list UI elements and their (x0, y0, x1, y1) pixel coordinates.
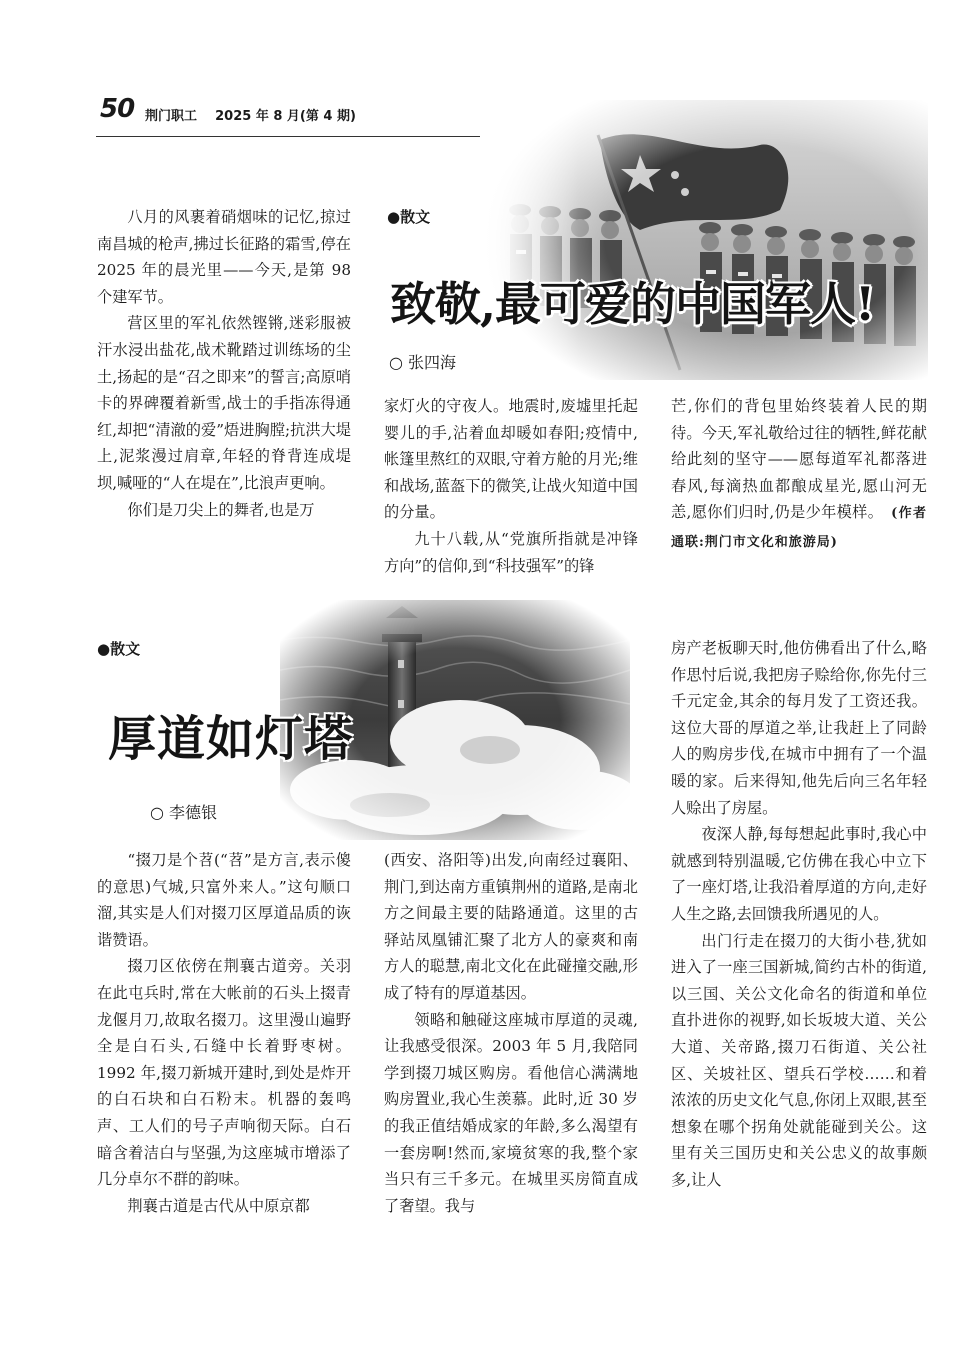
page-number: 50 (100, 94, 135, 124)
article-title: 厚道如灯塔 (108, 711, 354, 767)
article2-column-1 (97, 847, 351, 1219)
paragraph: 八月的风裹着硝烟味的记忆,掠过南昌城的枪声,拂过长征路的霜雪,停在 2025 年的晨光里——今天,是第 98 个建军节。 (97, 208, 351, 306)
paragraph: 九十八载,从“党旗所指就是冲锋方向”的信仰,到“科技强军”的锋 (384, 529, 638, 575)
paragraph (671, 393, 927, 557)
paragraph-text: 芒,你们的背包里始终装着人民的期待。今天,军礼敬给过往的牺牲,鲜花献给此刻的坚守——愿每道军礼都落进春风,每滴热血都酿成星光,愿山河无恙,愿你们归时,仍是少年模样。 (671, 397, 927, 522)
publication-info (145, 105, 356, 124)
paragraph: 营区里的军礼依然铿锵,迷彩服被汗水浸出盐花,战术靴踏过训练场的尘土,扬起的是“召之即来”的誓言;高原哨卡的界碑覆着新雪,战士的手指冻得通红,却把“清澈的爱”焐进胸膛;抗洪大堤上,泥浆漫过肩章,年轻的脊背连成堤坝,喊哑的“人在堤在”,比浪声更响。 (97, 314, 351, 492)
author-credit: (作者通联:荆门市文化和旅游局) (671, 506, 927, 550)
paragraph: 你们是刀尖上的舞者,也是万 (127, 500, 315, 519)
article1-column-2 (384, 393, 638, 579)
article1-column-3 (671, 393, 927, 557)
publication-name: 荆门职工 (145, 109, 198, 124)
article-author: ○ 张四海 (389, 353, 457, 372)
article1-column-1 (97, 204, 351, 523)
paragraph: 荆襄古道是古代从中原京都 (127, 1196, 310, 1215)
paragraph: 家灯火的守夜人。地震时,废墟里托起婴儿的手,沾着血却暖如春阳;疫情中,帐篷里熬红的双眼,守着方舱的月光;维和战场,蓝盔下的微笑,让战火知道中国的分量。 (384, 397, 638, 522)
article2-column-3 (671, 635, 927, 1193)
article-title: 致敬,最可爱的中国军人! (390, 277, 875, 331)
article-tag: ●散文 (97, 640, 141, 658)
paragraph: 掇刀区依傍在荆襄古道旁。关羽在此屯兵时,常在大帐前的石头上掇青龙偃月刀,故取名掇刀。这里漫山遍野全是白石头,石缝中长着野枣树。1992 年,掇刀新城开建时,到处是炸开的白石块和白石粉末。机器的轰鸣声、工人们的号子声响彻天际。白石暗含着洁白与坚强,为这座城市增添了几分卓尔不群的韵味。 (97, 957, 351, 1189)
issue-date: 2025 年 8 月(第 4 期) (215, 109, 356, 124)
article-author: ○ 李德银 (150, 803, 218, 822)
paragraph: “掇刀是个苕(“苕”是方言,表示傻的意思)气城,只富外来人。”这句顺口溜,其实是人们对掇刀区厚道品质的诙谐赞语。 (97, 851, 351, 949)
article2-column-2 (384, 847, 638, 1219)
article-tag: ●散文 (387, 208, 431, 226)
soldiers-parade-image (480, 100, 928, 380)
paragraph: 房产老板聊天时,他仿佛看出了什么,略作思忖后说,我把房子赊给你,你先付三千元定金,其余的每月发了工资还我。这位大哥的厚道之举,让我赶上了同龄人的购房步伐,在城市中拥有了一个温暖的家。后来得知,他先后向三名年轻人赊出了房屋。 (671, 639, 927, 817)
paragraph: 领略和触碰这座城市厚道的灵魂,让我感受很深。2003 年 5 月,我陪同学到掇刀城区购房。看他信心满满地购房置业,我心生羡慕。此时,近 30 岁的我正值结婚成家的年龄,多么渴望有一套房啊!然而,家境贫寒的我,整个家当只有三千多元。在城里买房简直成了奢望。我与 (384, 1010, 638, 1215)
paragraph: (西安、洛阳等)出发,向南经过襄阳、荆门,到达南方重镇荆州的道路,是南北方之间最主要的陆路通道。这里的古驿站凤凰铺汇聚了北方人的豪爽和南方人的聪慧,南北文化在此碰撞交融,形成了特有的厚道基因。 (384, 851, 638, 1002)
paragraph: 出门行走在掇刀的大街小巷,犹如进入了一座三国新城,简约古朴的街道,以三国、关公文化命名的街道和单位直扑进你的视野,如长坂坡大道、关公大道、关帝路,掇刀石街道、关公社区、关坡社区、望兵石学校……和着浓浓的历史文化气息,你闭上双眼,甚至想象在哪个拐角处就能碰到关公。这里有关三国历史和关公忠义的故事颇多,让人 (671, 931, 927, 1189)
paragraph: 夜深人静,每每想起此事时,我心中就感到特别温暖,它仿佛在我心中立下了一座灯塔,让我沿着厚道的方向,走好人生之路,去回馈我所遇见的人。 (671, 825, 927, 923)
